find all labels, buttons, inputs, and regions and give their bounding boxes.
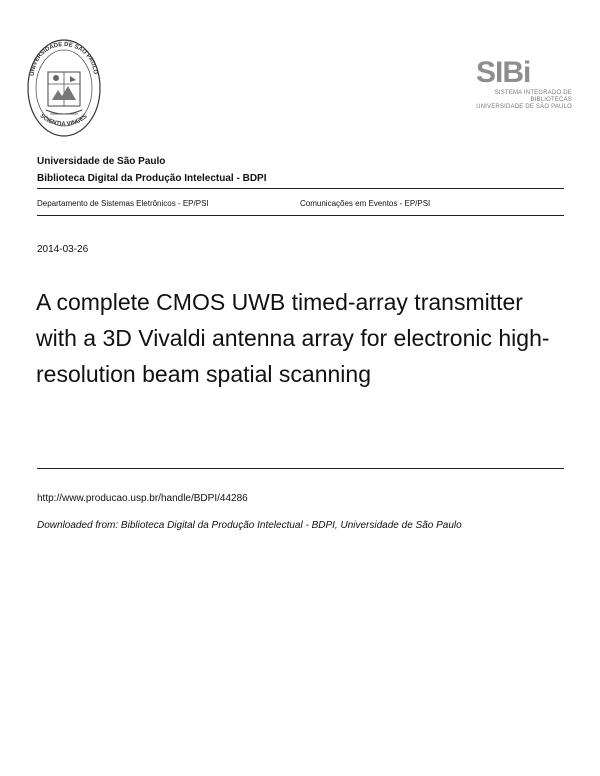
divider (37, 188, 564, 189)
sibi-logo (462, 58, 572, 110)
document-title: A complete CMOS UWB timed-array transmitter with a 3D Vivaldi antenna array for electronic high-resolution beam spatial scanning (36, 289, 550, 387)
svg-text:UNIVERSIDADE DE SÃO PAULO: UNIVERSIDADE DE SÃO PAULO (29, 41, 99, 77)
divider (37, 468, 564, 469)
sibi-subtitle-line2: UNIVERSIDADE DE SÃO PAULO (476, 104, 572, 110)
handle-url-link[interactable]: http://www.producao.usp.br/handle/BDPI/44286 (37, 493, 248, 504)
divider (37, 215, 564, 216)
library-name: Biblioteca Digital da Produção Intelectual - BDPI (37, 173, 267, 184)
event-collection: Comunicações em Eventos - EP/PSI (300, 199, 431, 208)
sibi-subtitle-line1: SISTEMA INTEGRADO DE BIBLIOTECAS (494, 90, 572, 103)
usp-seal-logo (24, 34, 104, 142)
sibi-subtitle (462, 90, 572, 111)
sibi-wordmark: SIBi (476, 56, 531, 89)
university-name: Universidade de São Paulo (37, 156, 166, 167)
publication-date: 2014-03-26 (37, 244, 89, 255)
usp-seal-icon (24, 34, 104, 142)
svg-text:SCIENTIA VINCES: SCIENTIA VINCES (38, 113, 89, 128)
downloaded-from-note: Downloaded from: Biblioteca Digital da Produção Intelectual - BDPI, Universidade de São Paulo (37, 520, 462, 531)
department-collection: Departamento de Sistemas Eletrônicos - EP/PSI (37, 199, 209, 208)
